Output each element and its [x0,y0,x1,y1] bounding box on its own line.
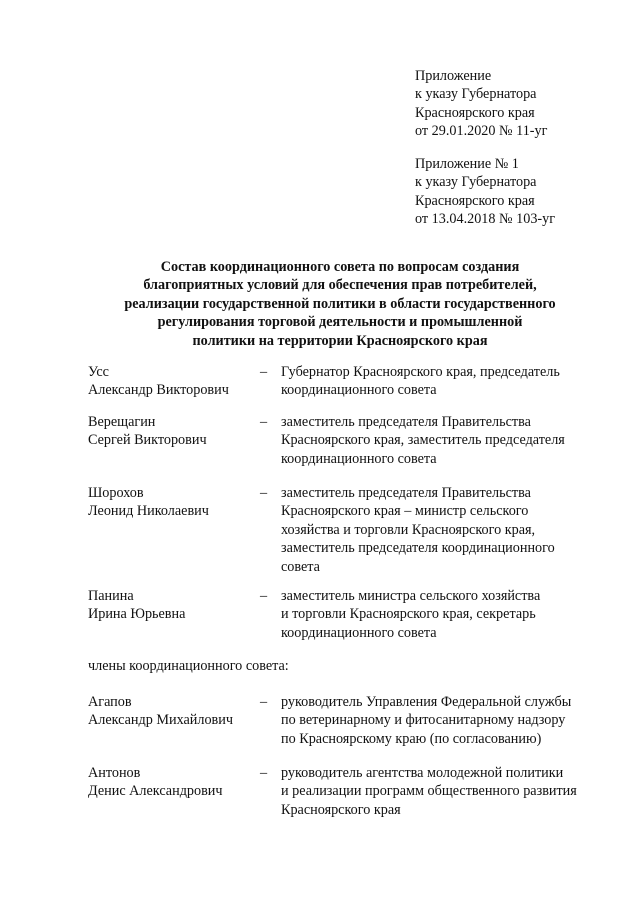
person-given-name: Александр Викторович [88,382,229,399]
separator-dash: – [260,765,268,781]
person-role [281,413,626,468]
appendix-original-block [415,155,630,229]
role-line: и торговли Красноярского края, секретарь [281,606,536,623]
role-line: координационного совета [281,624,437,641]
role-line: заместитель председателя Правительства [281,485,531,501]
person-surname: Усс [88,364,109,380]
role-line: координационного совета [281,382,437,399]
role-line: Губернатор Красноярского края, председатель [281,364,560,380]
person-given-name: Александр Михайлович [88,712,233,729]
title-line: благоприятных условий для обеспечения прав потребителей, [143,277,537,294]
appendix-current-line: Приложение [415,68,492,84]
person-name [88,693,258,730]
members-section-label: члены координационного совета: [88,658,289,674]
title-line: Состав координационного совета по вопросам создания [160,259,520,275]
role-line: Красноярского края, заместитель председателя [281,432,565,449]
separator-dash: – [260,414,268,430]
appendix-original-line: от 13.04.2018 № 103-уг [415,211,556,228]
person-role [281,764,626,819]
role-line: и реализации программ общественного развития [281,783,577,800]
role-line: Красноярского края – министр сельского [281,503,529,520]
role-line: по Красноярскому краю (по согласованию) [281,730,542,747]
separator-dash: – [260,364,268,380]
title-line: политики на территории Красноярского края [192,332,488,349]
person-name [88,363,258,400]
role-line: заместитель председателя координационного [281,540,555,557]
role-line: заместитель министра сельского хозяйства [281,588,541,604]
person-name [88,484,258,521]
person-surname: Панина [88,588,134,604]
person-given-name: Леонид Николаевич [88,503,209,520]
title-line: реализации государственной политики в области государственного [124,295,556,312]
role-line: координационного совета [281,450,437,467]
person-surname: Агапов [88,694,132,710]
person-role [281,693,626,748]
title-line: регулирования торговой деятельности и промышленной [157,314,523,331]
role-line: по ветеринарному и фитосанитарному надзору [281,712,566,729]
appendix-original-line: Приложение № 1 [415,156,519,172]
appendix-original-line: Красноярского края [415,192,535,209]
person-surname: Антонов [88,765,141,781]
appendix-original-line: к указу Губернатора [415,174,537,191]
person-given-name: Ирина Юрьевна [88,606,186,623]
appendix-current-line: к указу Губернатора [415,86,537,103]
appendix-current-block [415,67,630,141]
person-given-name: Сергей Викторович [88,432,207,449]
appendix-current-line: Красноярского края [415,104,535,121]
role-line: руководитель Управления Федеральной службы [281,694,572,710]
role-line: совета [281,558,320,575]
person-name [88,764,258,801]
separator-dash: – [260,588,268,604]
separator-dash: – [260,485,268,501]
appendix-current-line: от 29.01.2020 № 11-уг [415,123,548,140]
person-given-name: Денис Александрович [88,783,223,800]
person-role [281,363,626,400]
person-role [281,587,626,642]
role-line: Красноярского края [281,801,401,818]
person-surname: Шорохов [88,485,144,501]
document-title [60,258,620,350]
role-line: заместитель председателя Правительства [281,414,531,430]
person-role [281,484,626,576]
role-line: хозяйства и торговли Красноярского края, [281,521,536,538]
person-name [88,413,258,450]
person-surname: Верещагин [88,414,156,430]
separator-dash: – [260,694,268,710]
role-line: руководитель агентства молодежной политики [281,765,564,781]
person-name [88,587,258,624]
